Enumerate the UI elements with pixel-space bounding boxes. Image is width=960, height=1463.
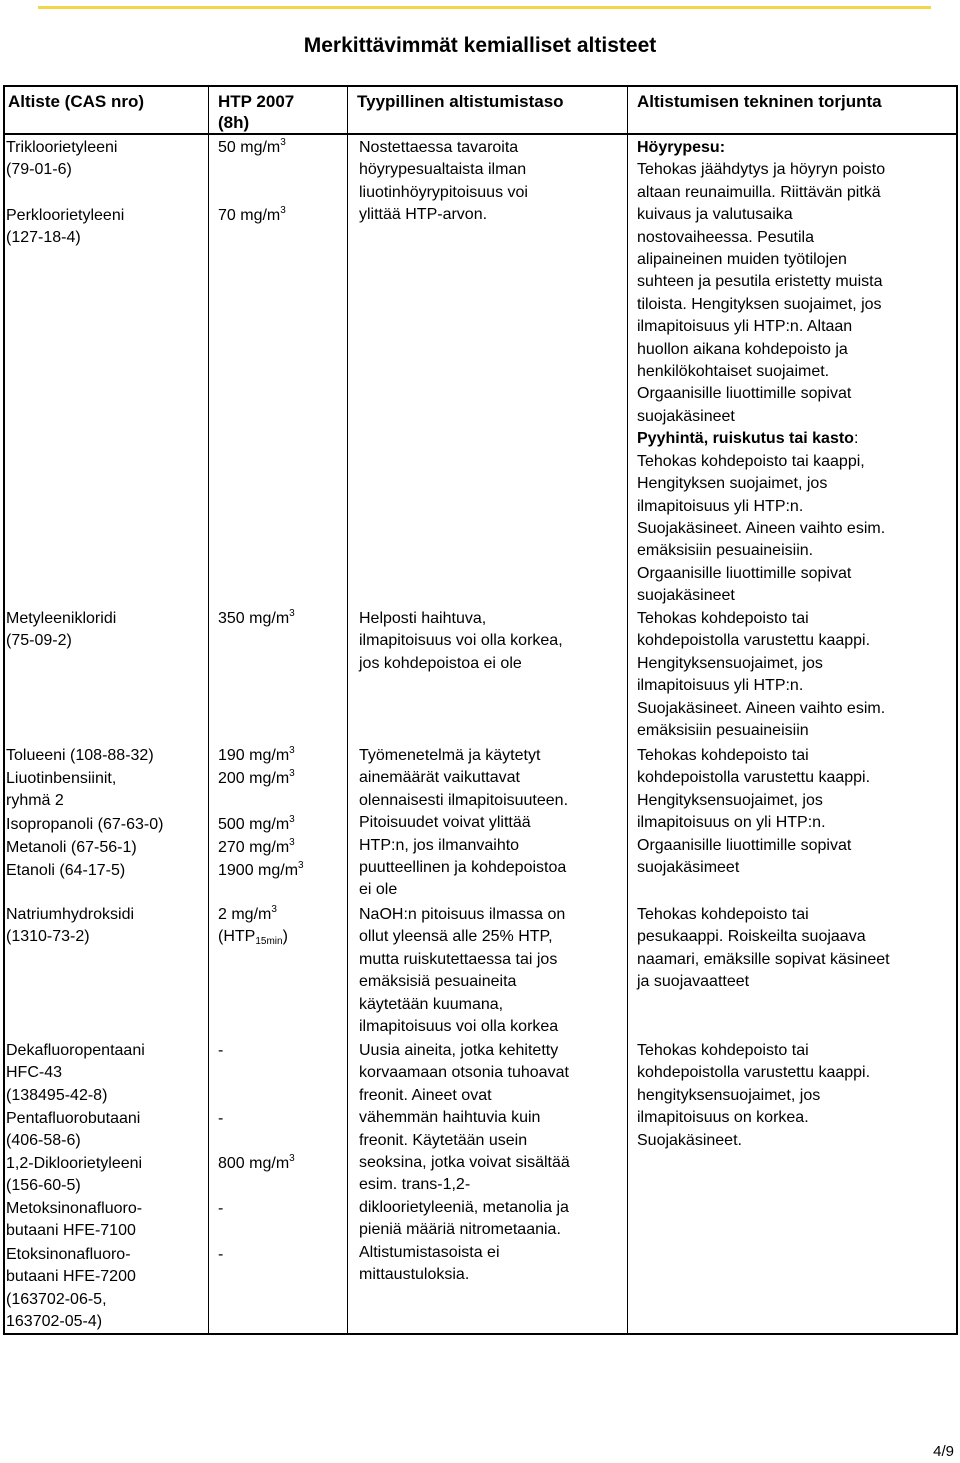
substance-etanoli: Etanoli (64-17-5) (6, 862, 126, 879)
header-divider (5, 133, 956, 135)
header-accent-bar (38, 6, 931, 9)
header-substance: Altiste (CAS nro) (8, 92, 144, 111)
substance-pentafluorobutaani: Pentafluorobutaani (406-58-6) (6, 1110, 141, 1150)
substance-metyleenikloridi: Metyleenikloridi (75-09-2) (6, 610, 117, 650)
substance-trikloorietyleeni: Trikloorietyleeni (79-01-6) (6, 139, 118, 179)
htp-hfe-7200: - (218, 1246, 224, 1263)
exposure-row-4: NaOH:n pitoisuus ilmassa on ollut yleensä alle 25% HTP, mutta ruiskutettaessa tai jos emäksisiä pesuaineita käytetään kuumana, ilmapitoisuus voi olla korkea (359, 906, 566, 1036)
col-divider-3 (627, 87, 628, 1333)
substance-metanoli: Metanoli (67-56-1) (6, 839, 137, 856)
htp-etanoli: 1900 $mg/m^3$ (218, 860, 304, 879)
substance-tolueeni: Tolueeni (108-88-32) (6, 747, 154, 764)
exposure-row-3: Työmenetelmä ja käytetyt ainemäärät vaikuttavat olennaisesti ilmapitoisuuteen. Pitoisuudet voivat ylittää HTP:n, jos ilmanvaihto puutteellinen ja kohdepoistoa ei ole (359, 747, 569, 899)
col-divider-2 (347, 87, 348, 1333)
htp-trikloorietyleeni: 50 $mg/m^3$ (218, 137, 286, 156)
htp-metyleenikloridi: 350 $mg/m^3$ (218, 608, 295, 627)
htp-natriumhydroksidi: 2 $mg/m^3$ $(HTP_{15min})$ (218, 904, 288, 948)
substance-natriumhydroksidi: Natriumhydroksidi (1310-73-2) (6, 906, 135, 946)
exposure-row-5: Uusia aineita, jotka kehitetty korvaamaan otsonia tuhoavat freonit. Aineet ovat vähemmän haihtuvia kuin freonit. Käytetään usein seoksina, jotka voivat sisältää esim. trans-1,2- dikloorietyleeniä, metanolia ja pieniä määriä nitrometaania. Altistumistasoista ei mittaustuloksia. (359, 1042, 570, 1284)
page-number: 4/9 (933, 1443, 954, 1460)
htp-dekafluoropentaani: - (218, 1042, 224, 1059)
control-row-3: Tehokas kohdepoisto tai kohdepoistolla varustettu kaappi. Hengityksensuojaimet, jos ilmapitoisuus on yli HTP:n. Orgaanisille liuottimille sopivat suojakäsimeet (637, 747, 871, 877)
header-exposure-level: Tyypillinen altistumistaso (357, 92, 564, 111)
page-title: Merkittävimmät kemialliset altisteet (303, 34, 657, 57)
htp-liuotinbensiinit: 200 $mg/m^3$ (218, 768, 295, 787)
htp-perkloorietyleeni: 70 $mg/m^3$ (218, 205, 286, 224)
htp-metanoli: 270 $mg/m^3$ (218, 837, 295, 856)
substance-liuotinbensiinit: Liuotinbensiinit, ryhmä 2 (6, 770, 117, 810)
substance-isopropanoli: Isopropanoli (67-63-0) (6, 816, 164, 833)
substance-dekafluoropentaani: Dekafluoropentaani HFC-43 (138495-42-8) (6, 1042, 145, 1104)
control-row-5: Tehokas kohdepoisto tai kohdepoistolla varustettu kaappi. hengityksensuojaimet, jos ilmapitoisuus on korkea. Suojakäsineet. (637, 1042, 871, 1149)
header-htp: HTP 2007 (8h) (218, 92, 295, 132)
htp-pentafluorobutaani: - (218, 1110, 224, 1127)
control-row-1: Höyrypesu: Tehokas jäähdytys ja höyryn poisto altaan reunaimuilla. Riittävän pitkä kuivaus ja valutusaika nostovaiheessa. Pesutila alipaineinen muiden työtilojen suhteen ja pesutila eristetty muista tiloista. Hengityksen suojaimet, jos ilmapitoisuus yli HTP:n. Altaan huollon aikana kohdepoisto ja henkilökohtaiset suojaimet. Orgaanisille liuottimille sopivat suojakäsineet Pyyhintä, ruiskutus tai kasto: Tehokas kohdepoisto tai kaappi, Hengityksen suojaimet, jos ilmapitoisuus yli HTP:n. Suojakäsineet. Aineen vaihto esim. emäksisiin pesuaineisiin. Orgaanisille liuottimille sopivat suojakäsineet (637, 139, 886, 605)
control-row-2: Tehokas kohdepoisto tai kohdepoistolla varustettu kaappi. Hengityksensuojaimet, jos ilmapitoisuus yli HTP:n. Suojakäsineet. Aineen vaihto esim. emäksisiin pesuaineisiin (637, 610, 886, 740)
control-row-4: Tehokas kohdepoisto tai pesukaappi. Roiskeilta suojaava naamari, emäksille sopivat käsineet ja suojavaatteet (637, 906, 890, 991)
substance-dikloorietyleeni: 1,2-Dikloorietyleeni (156-60-5) (6, 1155, 143, 1195)
substance-hfe-7100: Metoksinonafluoro- butaani HFE-7100 (6, 1200, 143, 1240)
htp-dikloorietyleeni: 800 $mg/m^3$ (218, 1153, 295, 1172)
exposure-row-1: Nostettaessa tavaroita höyrypesualtaista ilman liuotinhöyrypitoisuus voi ylittää HTP-arvon. (359, 139, 528, 224)
exposure-row-2: Helposti haihtuva, ilmapitoisuus voi olla korkea, jos kohdepoistoa ei ole (359, 610, 563, 672)
header-technical-control: Altistumisen tekninen torjunta (637, 92, 882, 111)
exposure-table (3, 85, 958, 1335)
htp-hfe-7100: - (218, 1200, 224, 1217)
substance-hfe-7200: Etoksinonafluoro- butaani HFE-7200 (163702-06-5, 163702-05-4) (6, 1246, 136, 1331)
htp-tolueeni: 190 $mg/m^3$ (218, 745, 295, 764)
substance-perkloorietyleeni: Perkloorietyleeni (127-18-4) (6, 207, 125, 247)
htp-isopropanoli: 500 $mg/m^3$ (218, 814, 295, 833)
col-divider-1 (208, 87, 209, 1333)
